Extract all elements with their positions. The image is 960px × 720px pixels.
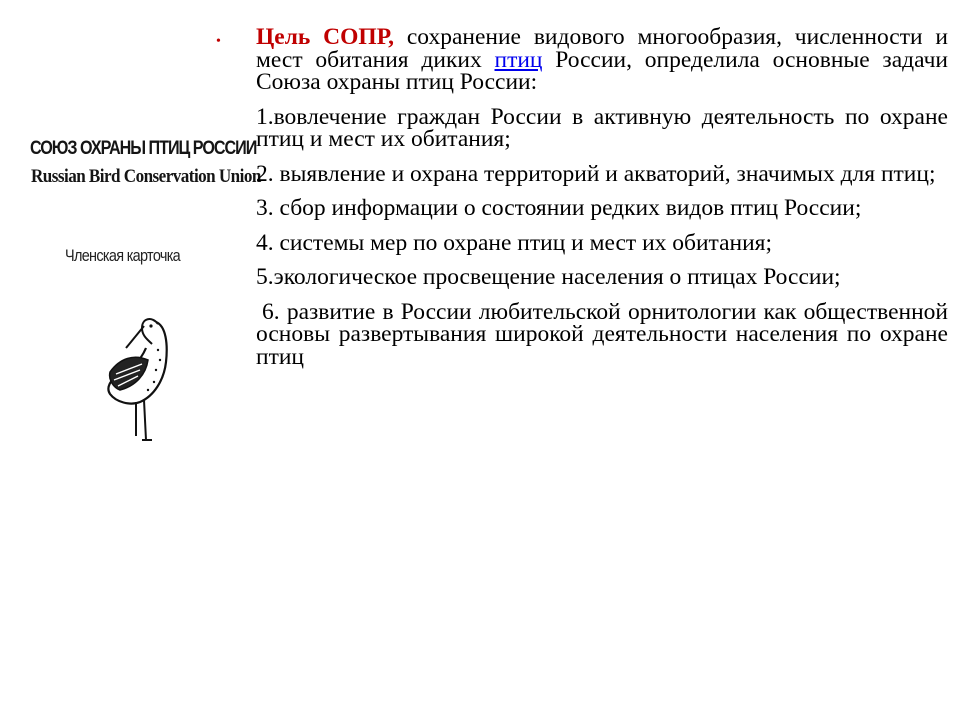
bird-illustration bbox=[96, 314, 186, 444]
card-subtitle: Russian Bird Conservation Union bbox=[31, 166, 261, 187]
membership-card bbox=[10, 128, 261, 458]
task-item-6: 6. развитие в России любительской орнитологии как общественной основы развертывания широкой деятельности населения по охране птиц bbox=[256, 298, 948, 370]
card-caption: Членская карточка bbox=[65, 246, 181, 265]
birds-link[interactable]: птиц bbox=[494, 46, 543, 73]
intro-text-before-link: сохранение видового многообразия, численности и мест обитания диких bbox=[256, 24, 948, 73]
card-title: СОЮЗ ОХРАНЫ ПТИЦ РОССИИ bbox=[30, 138, 257, 159]
bullet-icon: • bbox=[216, 34, 221, 49]
task-item-5: 5.экологическое просвещение населения о птицах России; bbox=[256, 264, 841, 290]
content-text bbox=[256, 26, 948, 380]
task-item-3: 3. сбор информации о состоянии редких видов птиц России; bbox=[256, 195, 862, 221]
goal-heading: Цель СОПР, bbox=[256, 24, 394, 50]
task-item-1: 1.вовлечение граждан России в активную деятельность по охране птиц и мест их обитания; bbox=[256, 103, 948, 152]
intro-paragraph bbox=[256, 26, 948, 94]
task-item-2: 2. выявление и охрана территорий и акваторий, значимых для птиц; bbox=[256, 160, 936, 187]
intro-text-after-link: России, определила основные задачи Союза охраны птиц России: bbox=[256, 46, 948, 95]
task-item-4: 4. системы мер по охране птиц и мест их обитания; bbox=[256, 229, 773, 256]
